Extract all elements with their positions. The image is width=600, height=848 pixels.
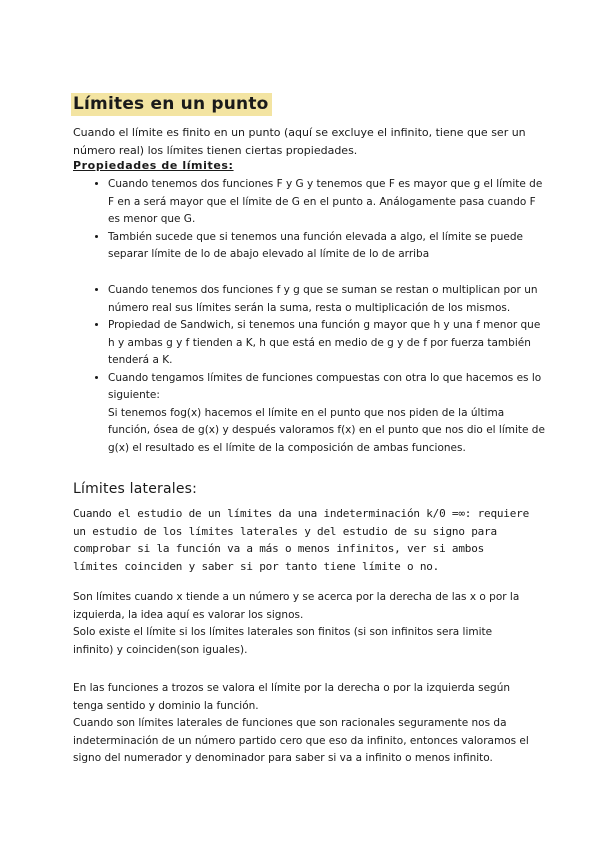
list-item: • También sucede que si tenemos una función elevada a algo, el límite se puede separar límite de lo de abajo elevado al límite de lo de arriba [108, 229, 546, 264]
paragraph: Son límites cuando x tiende a un número y se acerca por la derecha de las x o por la izquierda, la idea aquí es valorar los signos. [73, 591, 520, 621]
properties-list-2 [90, 282, 546, 457]
list-item: • Propiedad de Sandwich, si tenemos una función g mayor que h y una f menor que h y ambas g y f tienden a K, h que está en medio de g y de f por fuerza también tenderá a K. [108, 317, 546, 370]
list-item [108, 370, 546, 458]
list-item: • Cuando tenemos dos funciones F y G y tenemos que F es mayor que g el límite de F en a será mayor que el límite de G en el punto a. Análogamente pasa cuando F es menor que G. [108, 176, 546, 229]
lateral-block-2 [73, 680, 533, 768]
list-item: • Cuando tenemos dos funciones f y g que se suman se restan o multiplican por un número real sus límites serán la suma, resta o multiplicación de los mismos. [108, 282, 546, 317]
paragraph: En las funciones a trozos se valora el límite por la derecha o por la izquierda según tenga sentido y dominio la función. [73, 682, 511, 712]
paragraph: Cuando son límites laterales de funciones que son racionales seguramente nos da indeterminación de un número partido cero que eso da infinito, entonces valoramos el signo del numerador y denominador para saber si va a infinito o menos infinito. [73, 717, 529, 764]
section-subtitle: Límites laterales: [73, 481, 198, 497]
list-item-detail: Si tenemos fog(x) hacemos el límite en el punto que nos piden de la última función, ósea de g(x) y después valoramos f(x) en el punto que nos dio el límite de g(x) el resultado es el límite de la composición de ambas funciones. [108, 406, 545, 454]
lateral-intro: Cuando el estudio de un límites da una indeterminación k/0 =∞: requiere un estudio de los límites laterales y del estudio de su signo para comprobar si la función va a más o menos infinitos, ver si ambos límites coinciden y saber si por tanto tiene límite o no. [73, 507, 530, 573]
title-wrap [71, 93, 272, 116]
page-title: Límites en un punto [71, 93, 272, 116]
properties-heading: Propiedades de límites: [73, 159, 234, 172]
list-item-text: • Cuando tengamos límites de funciones compuestas con otra lo que hacemos es lo siguiente: [108, 371, 542, 401]
lateral-block-1 [73, 589, 533, 659]
paragraph: Solo existe el límite si los límites laterales son finitos (si son infinitos sera limite infinito) y coinciden(son iguales). [73, 626, 493, 656]
intro-paragraph: Cuando el límite es finito en un punto (aquí se excluye el infinito, tiene que ser un número real) los límites tienen ciertas propiedades. [73, 126, 526, 157]
properties-list-1 [90, 176, 546, 264]
